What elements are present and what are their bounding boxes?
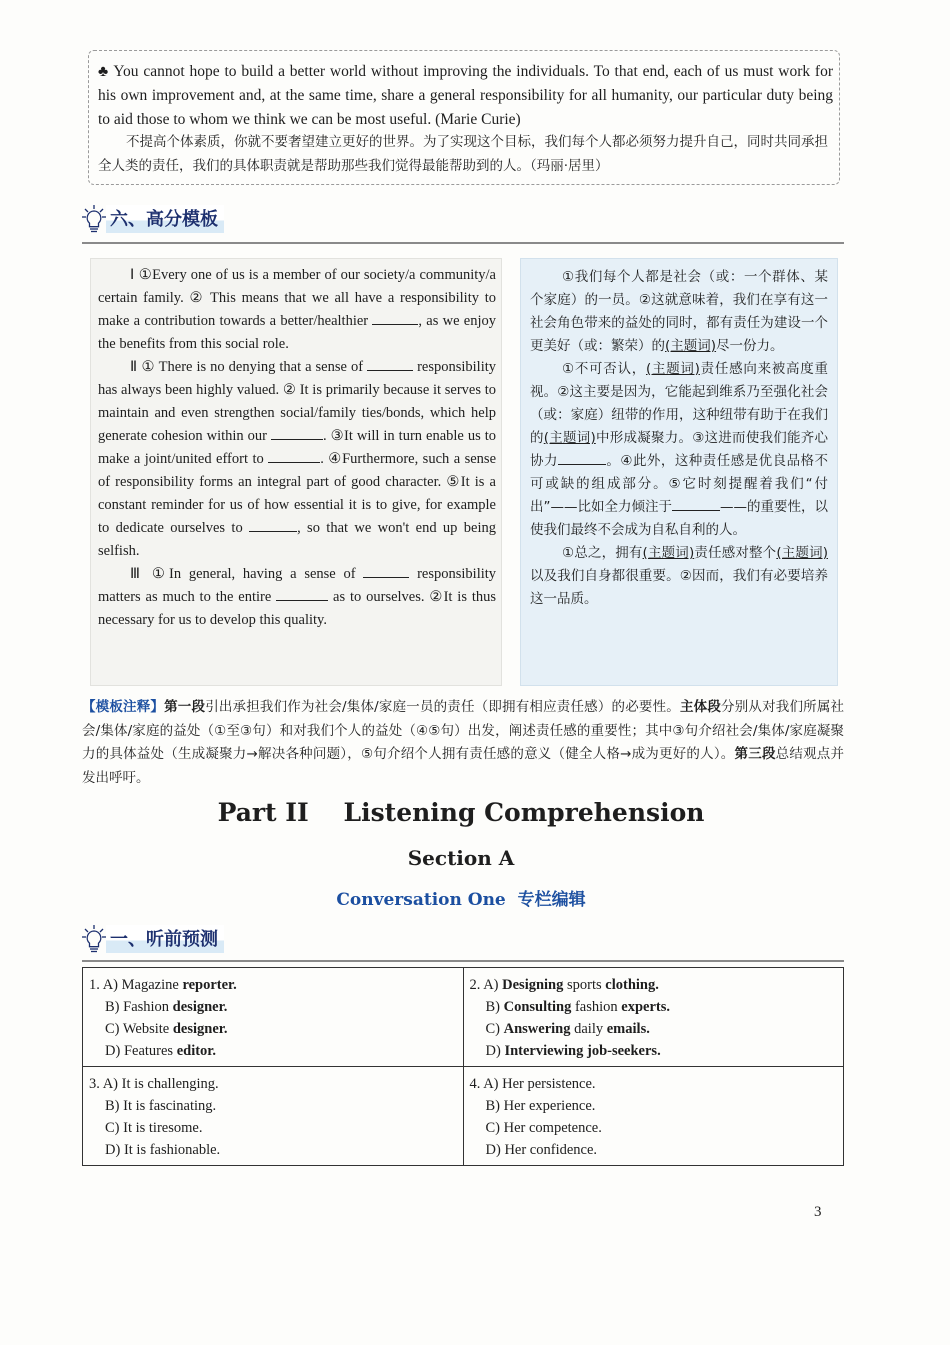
text-run: ①总之，拥有 (562, 545, 643, 561)
text-run: daily (570, 1021, 607, 1037)
text-run: ①不可否认， (562, 361, 646, 377)
text-run: 。④此外，这种责任感是优良品格不可或缺的组成部分。⑤它时刻提醒着我们“付出”——比如全力倾注于 (530, 453, 828, 515)
text-run: 分别从对我们所属社会/集体/家庭的益处（①至③句）和对我们个人的益处（④⑤句）出发，阐述责任感的重要性；其中③句介绍社会/集体/家庭凝聚力的具体益处（生成凝聚力→解决各种问题），⑤句介绍个人拥有责任感的意义（健全人格→成为更好的人）。 (82, 699, 845, 762)
note-keyword: 第一段 (164, 699, 206, 715)
keyword: Interviewing (504, 1043, 584, 1059)
option-text: It is challenging. (121, 1076, 219, 1092)
text-run: ①我们每个人都是社会（或：一个群体、某个家庭）的一员。②这就意味着，我们在享有这一社会角色带来的益处的同时，都有责任为建设一个更美好（或：繁荣）的 (530, 269, 828, 354)
keyword: editor. (176, 1043, 217, 1059)
text-run: 引出承担我们作为社会/集体/家庭一员的责任（即拥有相应责任感）的必要性。 (205, 699, 680, 715)
option-letter: A) (102, 977, 119, 993)
text-run: 责任感向来被高度重视。②这主要是因为，它能起到维系乃至强化社会（或：家庭）纽带的作用，这种纽带有助于在我们的 (530, 361, 828, 446)
text-run: 中形成凝聚力。③这进而使我们能齐心协力 (530, 430, 828, 469)
text-run: 总结观点并发出呼吁。 (82, 746, 845, 786)
lightbulb-icon (82, 924, 106, 954)
text-run: Features (123, 1043, 177, 1059)
option-letter: B) (105, 1098, 120, 1114)
keyword: emails. (606, 1021, 650, 1037)
questions-table (82, 967, 844, 1166)
text-run: sports (563, 977, 606, 993)
option-letter: D) (105, 1043, 121, 1059)
question-number: 4. (469, 1076, 481, 1092)
option-letter: A) (483, 977, 499, 993)
option-text: It is tiresome. (123, 1120, 203, 1136)
page-number: 3 (814, 1204, 822, 1220)
keyword-placeholder: (主题词) (645, 361, 700, 377)
listening-heading-text: 一、听前预测 (106, 925, 224, 953)
note-label: 【模板注释】 (82, 699, 165, 715)
heading-divider (82, 242, 844, 244)
listening-heading (82, 924, 224, 954)
template-en-paragraph-3 (98, 563, 496, 632)
fill-blank (363, 563, 409, 578)
template-zh-paragraph-3 (530, 542, 828, 611)
option-letter: C) (105, 1021, 120, 1037)
keyword: designer. (172, 1021, 228, 1037)
question-2 (463, 968, 844, 1067)
fill-blank (249, 517, 297, 532)
option-text: Her experience. (503, 1098, 596, 1114)
note-keyword: 主体段 (679, 699, 722, 715)
template-en-paragraph-2 (98, 356, 496, 563)
keyword: experts. (621, 999, 670, 1015)
question-number: 1. (89, 977, 100, 993)
fill-blank (558, 450, 606, 465)
keyword: Answering (503, 1021, 571, 1037)
option-letter: C) (485, 1021, 500, 1037)
option-letter: A) (102, 1076, 119, 1092)
option-text: Her competence. (503, 1120, 602, 1136)
option-text: It is fascinating. (123, 1098, 217, 1114)
question-1 (83, 968, 464, 1067)
template-zh-paragraph-2 (530, 358, 828, 542)
paragraph-numeral: Ⅰ (130, 267, 135, 283)
paragraph-numeral: Ⅲ (130, 566, 145, 582)
template-chinese-text (530, 266, 828, 611)
keyword: reporter. (182, 977, 237, 993)
quote-english (98, 60, 833, 132)
text-run: Fashion (123, 999, 173, 1015)
template-heading (82, 204, 224, 234)
note-keyword: 第三段 (734, 746, 776, 762)
option-letter: B) (105, 999, 120, 1015)
quote-chinese: 不提高个体素质，你就不要奢望建立更好的世界。为了实现这个目标，我们每个人都必须努力提升自己，同时共同承担全人类的责任，我们的具体职责就是帮助那些我们觉得最能帮助到的人。（玛丽·居里） (98, 134, 828, 174)
lightbulb-icon (82, 204, 106, 234)
text-run: Magazine (121, 977, 183, 993)
option-letter: A) (483, 1076, 499, 1092)
fill-blank (672, 496, 720, 511)
text-run: ① There is no denying that a sense of (141, 359, 364, 375)
text-run: , as we enjoy the benefits from this social role. (98, 313, 496, 352)
keyword-placeholder: (主题词) (642, 545, 695, 561)
keyword-placeholder: (主题词) (776, 545, 828, 561)
keyword: Designing (502, 977, 564, 993)
template-en-paragraph-1 (98, 264, 496, 356)
template-note (82, 696, 844, 790)
club-icon: ♣ (98, 63, 110, 80)
text-run: 以及我们自身都很重要。②因而，我们有必要培养这一品质。 (530, 568, 828, 607)
text-run: . ③It will in turn enable us to make a joint/united effort to (98, 428, 497, 467)
template-english-text (98, 264, 496, 632)
part-title-text: Part II Listening Comprehension (217, 798, 705, 827)
keyword: clothing. (605, 977, 659, 993)
text-run: ①In general, having a sense of (151, 566, 356, 582)
option-letter: B) (485, 999, 500, 1015)
fill-blank (367, 356, 413, 371)
text-run: ①Every one of us is a member of our society/a community/a certain family. ② This means that we all have a responsibility to make a contribution towards a better/healthier (98, 267, 496, 329)
fill-blank (271, 425, 323, 440)
option-letter: C) (105, 1120, 120, 1136)
text-run: ——的重要性，以使我们最终不会成为自私自利的人。 (530, 499, 828, 538)
keyword: job-seekers. (587, 1043, 661, 1059)
option-letter: D) (485, 1142, 501, 1158)
option-letter: C) (485, 1120, 500, 1136)
heading-divider (82, 960, 844, 962)
text-run: , so that we won't end up being selfish. (98, 520, 496, 559)
question-3 (83, 1067, 464, 1166)
text-run: as to ourselves. ②It is thus necessary for us to develop this quality. (98, 589, 497, 628)
question-number: 2. (469, 977, 481, 993)
text-run: fashion (571, 999, 622, 1015)
text-run: 尽一份力。 (716, 338, 784, 354)
text-run: Website (122, 1021, 173, 1037)
part-title (0, 798, 922, 827)
keyword: designer. (172, 999, 228, 1015)
template-zh-paragraph-1 (530, 266, 828, 358)
option-letter: B) (485, 1098, 500, 1114)
keyword-placeholder: (主题词) (543, 430, 596, 446)
text-run: 责任感对整个 (694, 545, 777, 561)
fill-blank (268, 448, 320, 463)
paragraph-numeral: Ⅱ (130, 359, 138, 375)
option-text: Her persistence. (502, 1076, 596, 1092)
quote-english-text: You cannot hope to build a better world without improving the individuals. To that end, each of us must work for his own improvement and, at the same time, share a general responsibility for all humanity, our particular duty being to aid those to whom we think we can be most useful. (Marie Curie) (98, 63, 834, 128)
template-heading-text: 六、高分模板 (106, 205, 224, 233)
option-letter: D) (485, 1043, 501, 1059)
keyword: Consulting (503, 999, 572, 1015)
option-text: It is fashionable. (123, 1142, 221, 1158)
conversation-title (0, 885, 922, 910)
question-4 (463, 1067, 844, 1166)
option-text: Her confidence. (504, 1142, 598, 1158)
conversation-title-text: Conversation One (336, 890, 506, 910)
text-run: responsibility matters as much to the entire (98, 566, 497, 605)
text-run: responsibility has always been highly valued. ② It is primarily because it serves to maintain and even strengthen social/family ties/bonds, which help generate cohesion within our (98, 359, 497, 444)
fill-blank (276, 586, 328, 601)
option-letter: D) (105, 1142, 121, 1158)
question-number: 3. (89, 1076, 100, 1092)
column-tag: 专栏编辑 (517, 890, 586, 910)
fill-blank (372, 310, 418, 325)
keyword-placeholder: (主题词) (665, 338, 717, 354)
text-run: . ④Furthermore, such a sense of responsibility forms an integral part of good character. ⑤It is a constant reminder for us of how essential it is to give, for example to dedicate ourselves to (98, 451, 497, 536)
section-title: Section A (407, 846, 515, 870)
